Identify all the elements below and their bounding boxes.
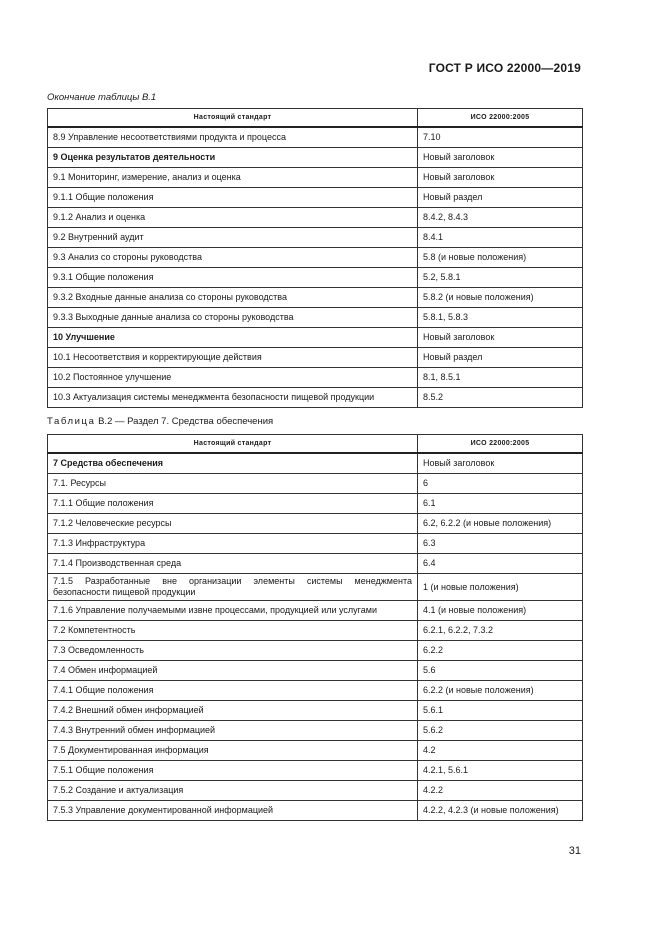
table-row: [48, 494, 583, 514]
table-row: [48, 308, 583, 328]
table-row: [48, 248, 583, 268]
clause-cell: 9.1 Мониторинг, измерение, анализ и оценка: [48, 168, 418, 188]
reference-cell: 5.8.2 (и новые положения): [418, 288, 583, 308]
clause-cell: 7.5 Документированная информация: [48, 741, 418, 761]
reference-cell: 5.8 (и новые положения): [418, 248, 583, 268]
clause-cell: 8.9 Управление несоответствиями продукта и процесса: [48, 127, 418, 148]
clause-cell: 10.3 Актуализация системы менеджмента безопасности пищевой продукции: [48, 388, 418, 408]
reference-cell: 4.2.2, 4.2.3 (и новые положения): [418, 801, 583, 821]
column-header-iso-2005: ИСО 22000:2005: [418, 435, 583, 454]
table-row: [48, 801, 583, 821]
page-number: 31: [568, 845, 581, 857]
table-row: [48, 368, 583, 388]
clause-cell: 9.3.2 Входные данные анализа со стороны руководства: [48, 288, 418, 308]
clause-cell: 7.1. Ресурсы: [48, 474, 418, 494]
table-header-row: [48, 435, 583, 454]
clause-cell: 7.1.4 Производственная среда: [48, 554, 418, 574]
table-row: [48, 268, 583, 288]
reference-cell: 4.1 (и новые положения): [418, 601, 583, 621]
clause-cell: 9.2 Внутренний аудит: [48, 228, 418, 248]
table-row: [48, 554, 583, 574]
table-row: [48, 641, 583, 661]
table-header-row: [48, 109, 583, 128]
table2-caption: [47, 416, 273, 427]
clause-cell: 7.3 Осведомленность: [48, 641, 418, 661]
clause-cell: 7 Средства обеспечения: [48, 453, 418, 474]
reference-cell: 8.4.1: [418, 228, 583, 248]
clause-cell: 9.1.2 Анализ и оценка: [48, 208, 418, 228]
clause-cell: 10.1 Несоответствия и корректирующие действия: [48, 348, 418, 368]
table-row: [48, 574, 583, 601]
table-row: [48, 514, 583, 534]
column-header-iso-2005: ИСО 22000:2005: [418, 109, 583, 128]
reference-cell: 5.2, 5.8.1: [418, 268, 583, 288]
reference-cell: Новый раздел: [418, 348, 583, 368]
clause-cell: 7.1.3 Инфраструктура: [48, 534, 418, 554]
table-row: [48, 288, 583, 308]
clause-cell: 7.1.1 Общие положения: [48, 494, 418, 514]
reference-cell: 5.6.2: [418, 721, 583, 741]
clause-cell: 7.4.3 Внутренний обмен информацией: [48, 721, 418, 741]
table-row: [48, 621, 583, 641]
clause-cell: 7.5.1 Общие положения: [48, 761, 418, 781]
reference-cell: 6.1: [418, 494, 583, 514]
reference-cell: 4.2.1, 5.6.1: [418, 761, 583, 781]
reference-cell: Новый заголовок: [418, 328, 583, 348]
reference-cell: 6: [418, 474, 583, 494]
reference-cell: 6.2.2: [418, 641, 583, 661]
reference-cell: 4.2.2: [418, 781, 583, 801]
clause-cell: 7.4 Обмен информацией: [48, 661, 418, 681]
clause-cell: 9 Оценка результатов деятельности: [48, 148, 418, 168]
table-row: [48, 534, 583, 554]
clause-cell: 7.4.1 Общие положения: [48, 681, 418, 701]
clause-cell: 7.2 Компетентность: [48, 621, 418, 641]
comparison-table-b2: [47, 434, 583, 821]
reference-cell: 5.6: [418, 661, 583, 681]
reference-cell: 6.2.2 (и новые положения): [418, 681, 583, 701]
reference-cell: 8.1, 8.5.1: [418, 368, 583, 388]
column-header-current-standard: Настоящий стандарт: [48, 435, 418, 454]
table-row: [48, 168, 583, 188]
table-row: [48, 228, 583, 248]
reference-cell: Новый заголовок: [418, 453, 583, 474]
table-row: [48, 721, 583, 741]
table-row: [48, 741, 583, 761]
table1-caption: Окончание таблицы В.1: [47, 92, 157, 103]
reference-cell: 8.4.2, 8.4.3: [418, 208, 583, 228]
clause-cell: 7.4.2 Внешний обмен информацией: [48, 701, 418, 721]
table-row: [48, 127, 583, 148]
reference-cell: Новый раздел: [418, 188, 583, 208]
reference-cell: 4.2: [418, 741, 583, 761]
table-row: [48, 681, 583, 701]
clause-cell: 7.1.2 Человеческие ресурсы: [48, 514, 418, 534]
clause-cell: 10.2 Постоянное улучшение: [48, 368, 418, 388]
reference-cell: 5.6.1: [418, 701, 583, 721]
reference-cell: 6.4: [418, 554, 583, 574]
table-row: [48, 388, 583, 408]
table-row: [48, 208, 583, 228]
clause-cell: 9.1.1 Общие положения: [48, 188, 418, 208]
document-standard-header: ГОСТ Р ИСО 22000—2019: [428, 61, 581, 75]
table-row: [48, 701, 583, 721]
reference-cell: 7.10: [418, 127, 583, 148]
table-row: [48, 453, 583, 474]
table-row: [48, 188, 583, 208]
reference-cell: 6.3: [418, 534, 583, 554]
clause-cell: 7.5.3 Управление документированной информацией: [48, 801, 418, 821]
clause-cell: 7.5.2 Создание и актуализация: [48, 781, 418, 801]
clause-cell: 7.1.6 Управление получаемыми извне процессами, продукцией или услугами: [48, 601, 418, 621]
clause-cell: 9.3.1 Общие положения: [48, 268, 418, 288]
reference-cell: Новый заголовок: [418, 148, 583, 168]
table-row: [48, 348, 583, 368]
reference-cell: 1 (и новые положения): [418, 574, 583, 601]
reference-cell: 8.5.2: [418, 388, 583, 408]
table2-caption-label: Таблица: [47, 416, 96, 427]
clause-cell: 9.3 Анализ со стороны руководства: [48, 248, 418, 268]
clause-cell: 10 Улучшение: [48, 328, 418, 348]
reference-cell: 5.8.1, 5.8.3: [418, 308, 583, 328]
table-row: [48, 148, 583, 168]
table-row: [48, 601, 583, 621]
reference-cell: Новый заголовок: [418, 168, 583, 188]
table-row: [48, 781, 583, 801]
reference-cell: 6.2, 6.2.2 (и новые положения): [418, 514, 583, 534]
table2-caption-title: В.2 — Раздел 7. Средства обеспечения: [98, 416, 274, 427]
reference-cell: 6.2.1, 6.2.2, 7.3.2: [418, 621, 583, 641]
table-row: [48, 474, 583, 494]
clause-cell: 7.1.5 Разработанные вне организации элементы системы менеджмента безопасности пищевой продукции: [48, 574, 418, 601]
comparison-table-b1: [47, 108, 583, 408]
table-row: [48, 661, 583, 681]
column-header-current-standard: Настоящий стандарт: [48, 109, 418, 128]
table-row: [48, 761, 583, 781]
table-row: [48, 328, 583, 348]
clause-cell: 9.3.3 Выходные данные анализа со стороны руководства: [48, 308, 418, 328]
